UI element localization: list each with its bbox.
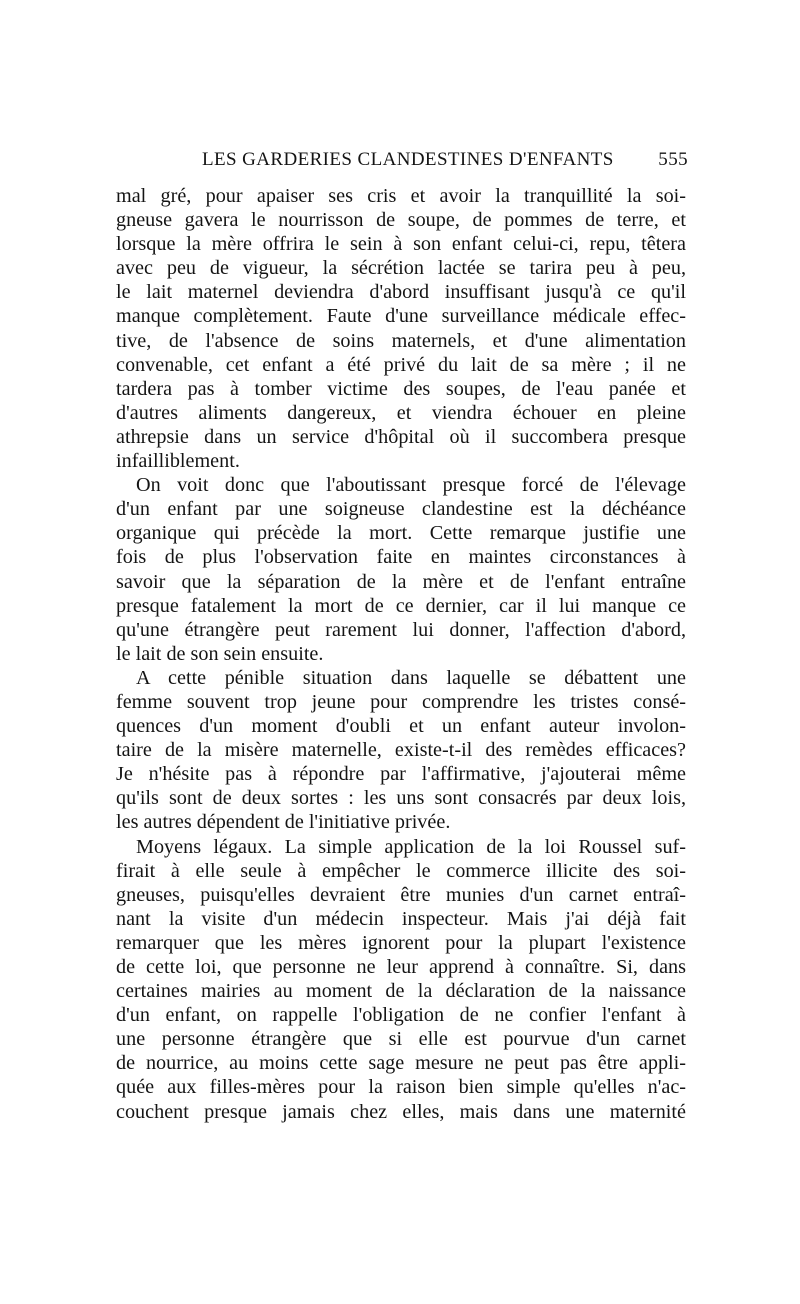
text-line: tive, de l'absence de soins maternels, et d'une alimentation bbox=[116, 329, 686, 352]
text-line: tardera pas à tomber victime des soupes, de l'eau panée et bbox=[116, 377, 686, 400]
text-line: Je n'hésite pas à répondre par l'affirmative, j'ajouterai même bbox=[116, 763, 686, 786]
text-line: On voit donc que l'aboutissant presque forcé de l'élevage bbox=[136, 474, 686, 497]
body-text bbox=[116, 184, 686, 1124]
text-line: lorsque la mère offrira le sein à son enfant celui-ci, repu, têtera bbox=[116, 233, 686, 256]
text-line: le lait de son sein ensuite. bbox=[116, 642, 324, 665]
text-line: femme souvent trop jeune pour comprendre les tristes consé- bbox=[116, 690, 686, 713]
text-line: gneuse gavera le nourrisson de soupe, de pommes de terre, et bbox=[116, 209, 686, 232]
running-header bbox=[116, 148, 688, 172]
text-line: quée aux filles-mères pour la raison bien simple qu'elles n'ac- bbox=[116, 1076, 686, 1099]
text-line: qu'une étrangère peut rarement lui donner, l'affection d'abord, bbox=[116, 618, 686, 641]
paragraph-3 bbox=[116, 666, 686, 835]
text-line: fois de plus l'observation faite en maintes circonstances à bbox=[116, 546, 686, 569]
text-line: quences d'un moment d'oubli et un enfant auteur involon- bbox=[116, 715, 686, 738]
text-line: les autres dépendent de l'initiative privée. bbox=[116, 811, 451, 834]
text-line: manque complètement. Faute d'une surveillance médicale effec- bbox=[116, 305, 686, 328]
running-title: LES GARDERIES CLANDESTINES D'ENFANTS bbox=[202, 149, 614, 170]
text-line: le lait maternel deviendra d'abord insuffisant jusqu'à ce qu'il bbox=[116, 281, 686, 304]
paragraph-4 bbox=[116, 835, 686, 1124]
text-line: organique qui précède la mort. Cette remarque justifie une bbox=[116, 522, 686, 545]
text-line: remarquer que les mères ignorent pour la plupart l'existence bbox=[116, 931, 686, 954]
text-line: savoir que la séparation de la mère et de l'enfant entraîne bbox=[116, 570, 686, 593]
text-line: firait à elle seule à empêcher le commerce illicite des soi- bbox=[116, 859, 686, 882]
text-line: une personne étrangère que si elle est pourvue d'un carnet bbox=[116, 1028, 686, 1051]
page-number: 555 bbox=[658, 149, 688, 170]
paragraph-2 bbox=[116, 473, 686, 666]
text-line: athrepsie dans un service d'hôpital où il succombera presque bbox=[116, 425, 686, 448]
text-line: taire de la misère maternelle, existe-t-il des remèdes efficaces? bbox=[116, 739, 686, 762]
text-line: infailliblement. bbox=[116, 450, 240, 473]
text-line: qu'ils sont de deux sortes : les uns sont consacrés par deux lois, bbox=[116, 787, 686, 810]
text-line: presque fatalement la mort de ce dernier, car il lui manque ce bbox=[116, 594, 686, 617]
text-line: de cette loi, que personne ne leur apprend à connaître. Si, dans bbox=[116, 956, 686, 978]
text-line: Moyens légaux. La simple application de la loi Roussel suf- bbox=[136, 835, 686, 858]
text-line: de nourrice, au moins cette sage mesure ne peut pas être appli- bbox=[116, 1052, 686, 1075]
text-line: certaines mairies au moment de la déclaration de la naissance bbox=[116, 980, 686, 1003]
text-line: mal gré, pour apaiser ses cris et avoir la tranquillité la soi- bbox=[116, 185, 686, 207]
text-line: A cette pénible situation dans laquelle se débattent une bbox=[136, 666, 686, 689]
text-line: d'un enfant par une soigneuse clandestine est la déchéance bbox=[116, 498, 686, 521]
text-line: nant la visite d'un médecin inspecteur. Mais j'ai déjà fait bbox=[116, 907, 686, 930]
text-line: d'autres aliments dangereux, et viendra échouer en pleine bbox=[116, 401, 686, 424]
paragraph-1 bbox=[116, 184, 686, 473]
text-line: convenable, cet enfant a été privé du lait de sa mère ; il ne bbox=[116, 353, 686, 376]
text-line: gneuses, puisqu'elles devraient être munies d'un carnet entraî- bbox=[116, 883, 686, 906]
text-line: d'un enfant, on rappelle l'obligation de ne confier l'enfant à bbox=[116, 1004, 686, 1027]
text-line: couchent presque jamais chez elles, mais dans une maternité bbox=[116, 1100, 686, 1123]
text-line: avec peu de vigueur, la sécrétion lactée se tarira peu à peu, bbox=[116, 257, 686, 280]
